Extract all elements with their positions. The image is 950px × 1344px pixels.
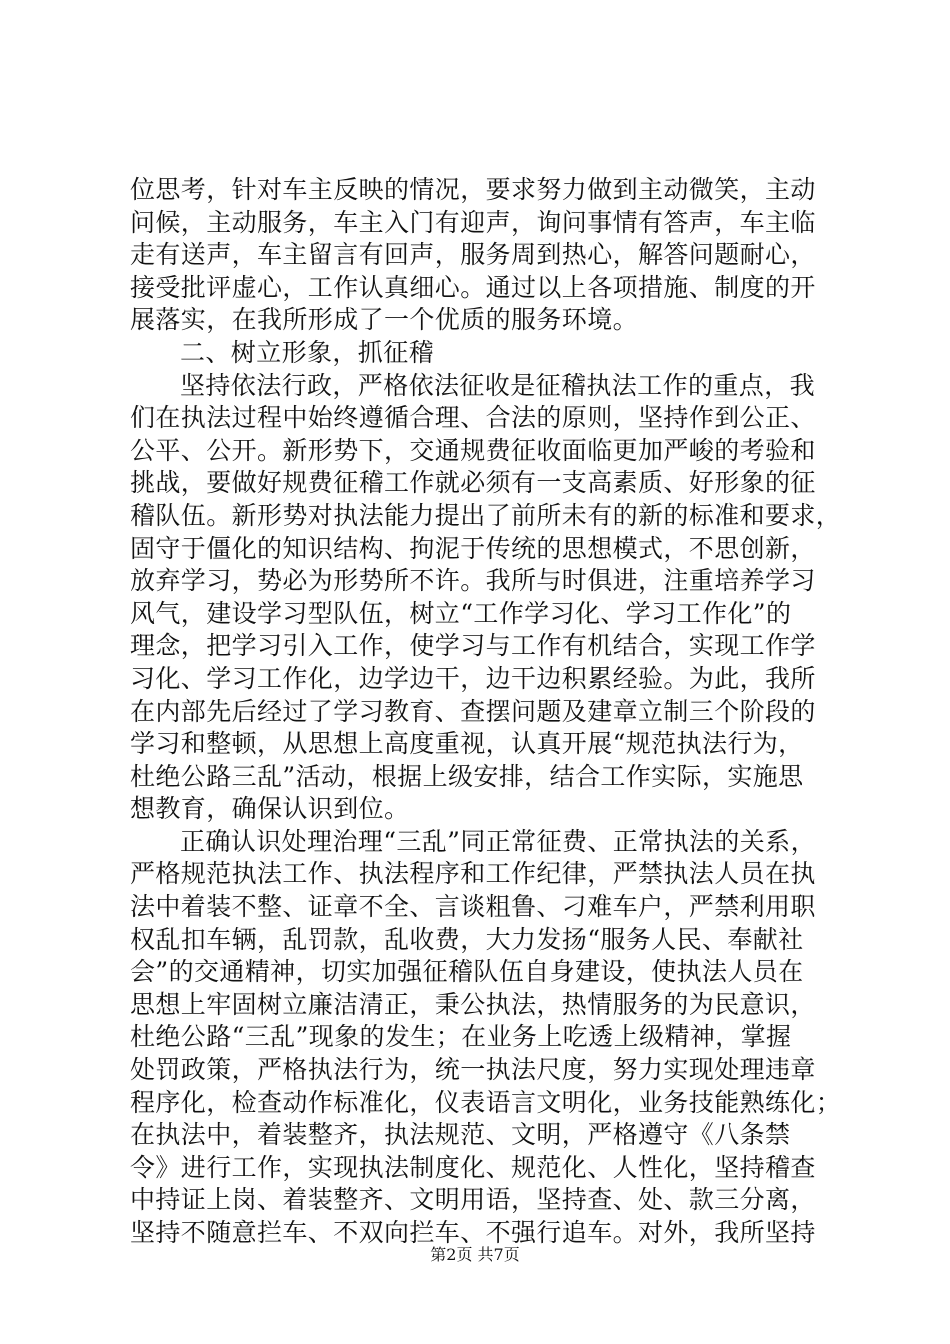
body-line: 在内部先后经过了学习教育、查摆问题及建章立制三个阶段的 xyxy=(130,696,816,726)
body-line: 程序化，检查动作标准化，仪表语言文明化，业务技能熟练化； xyxy=(130,1087,842,1117)
body-line: 挑战，要做好规费征稽工作就必须有一支高素质、好形象的征 xyxy=(130,468,816,498)
body-line: 令》进行工作，实现执法制度化、规范化、人性化，坚持稽查 xyxy=(130,1152,816,1182)
body-line: 习化、学习工作化，边学边干，边干边积累经验。为此，我所 xyxy=(130,663,816,693)
body-line: 在执法中，着装整齐，执法规范、文明，严格遵守《八条禁 xyxy=(130,1120,791,1150)
body-line: 法中着装不整、证章不全、言谈粗鲁、刁难车户，严禁利用职 xyxy=(130,892,816,922)
section-heading: 二、树立形象，抓征稽 xyxy=(180,337,435,367)
body-line: 们在执法过程中始终遵循合理、合法的原则，坚持作到公正、 xyxy=(130,403,816,433)
body-line: 坚持不随意拦车、不双向拦车、不强行追车。对外，我所坚持 xyxy=(130,1218,816,1247)
body-line: 杜绝公路“三乱”现象的发生；在业务上吃透上级精神，掌握 xyxy=(130,1022,792,1052)
paragraph-first-line: 坚持依法行政，严格依法征收是征稽执法工作的重点，我 xyxy=(180,370,816,400)
body-line: 稽队伍。新形势对执法能力提出了前所未有的新的标准和要求， xyxy=(130,500,842,530)
body-line: 问候，主动服务，车主入门有迎声，询问事情有答声，车主临 xyxy=(130,207,816,237)
body-line: 会”的交通精神，切实加强征稽队伍自身建设，使执法人员在 xyxy=(130,957,804,987)
body-line: 权乱扣车辆，乱罚款，乱收费，大力发扬“服务人民、奉献社 xyxy=(130,924,804,954)
body-line: 走有送声，车主留言有回声，服务周到热心，解答问题耐心， xyxy=(130,240,816,270)
body-line: 公平、公开。新形势下，交通规费征收面临更加严峻的考验和 xyxy=(130,435,816,465)
body-line: 展落实，在我所形成了一个优质的服务环境。 xyxy=(130,305,639,335)
body-line: 固守于僵化的知识结构、拘泥于传统的思想模式，不思创新， xyxy=(130,533,816,563)
body-line: 理念，把学习引入工作，使学习与工作有机结合，实现工作学 xyxy=(130,631,816,661)
body-line: 位思考，针对车主反映的情况，要求努力做到主动微笑，主动 xyxy=(130,175,816,204)
body-line: 杜绝公路三乱”活动，根据上级安排，结合工作实际，实施思 xyxy=(130,761,804,791)
body-line: 接受批评虚心，工作认真细心。通过以上各项措施、制度的开 xyxy=(130,272,816,302)
page-number-footer: 第2页 共7页 xyxy=(430,1245,520,1264)
body-line: 处罚政策，严格执法行为，统一执法尺度，努力实现处理违章 xyxy=(130,1055,816,1085)
body-line: 学习和整顿，从思想上高度重视，认真开展“规范执法行为， xyxy=(130,729,804,759)
body-line: 风气，建设学习型队伍，树立“工作学习化、学习工作化”的 xyxy=(130,598,792,628)
body-line: 思想上牢固树立廉洁清正，秉公执法，热情服务的为民意识， xyxy=(130,989,816,1019)
body-line: 中持证上岗、着装整齐、文明用语，坚持查、处、款三分离， xyxy=(130,1185,816,1215)
document-body xyxy=(130,174,842,1250)
body-line: 想教育，确保认识到位。 xyxy=(130,794,410,824)
body-line: 严格规范执法工作、执法程序和工作纪律，严禁执法人员在执 xyxy=(130,859,816,889)
body-line: 放弃学习，势必为形势所不许。我所与时俱进，注重培养学习 xyxy=(130,566,816,596)
paragraph-first-line: 正确认识处理治理“三乱”同正常征费、正常执法的关系， xyxy=(180,826,816,856)
